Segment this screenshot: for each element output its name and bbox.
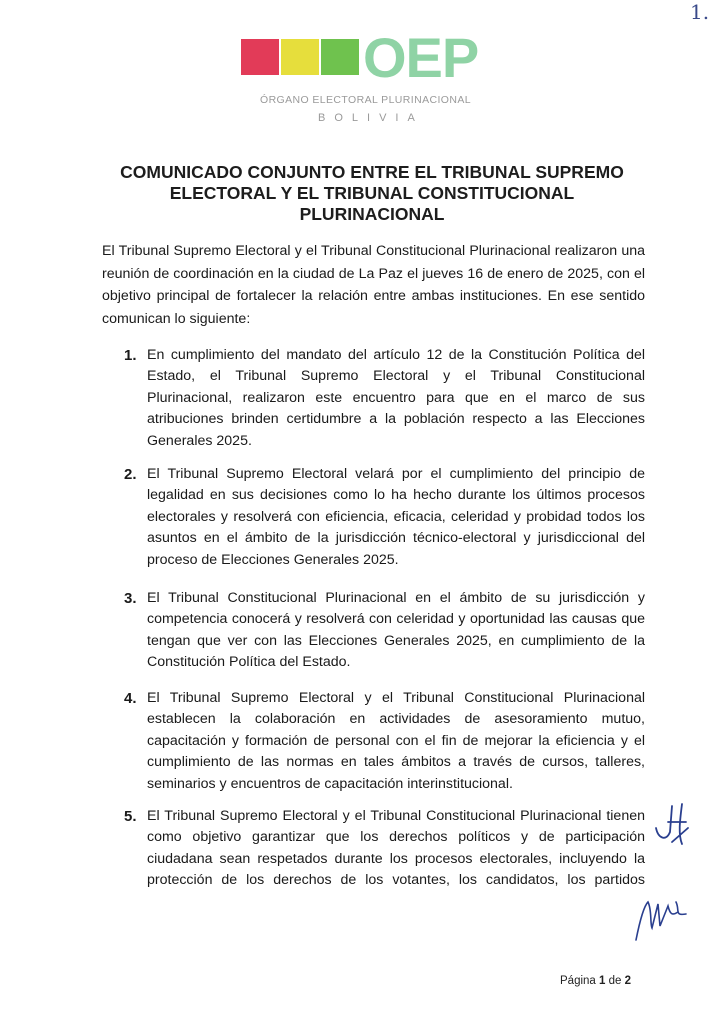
footer-prefix: Página — [560, 975, 596, 987]
logo-yellow-square — [281, 39, 319, 75]
list-item — [124, 345, 645, 452]
signature-initials-1 — [648, 798, 700, 850]
logo-country: BOLIVIA — [318, 112, 424, 124]
list-item — [124, 688, 645, 795]
item-number: 4. — [124, 690, 137, 707]
item-number: 2. — [124, 466, 137, 483]
list-item — [124, 588, 645, 674]
page-number — [560, 975, 631, 987]
item-number: 1. — [124, 347, 137, 364]
item-number: 3. — [124, 590, 137, 607]
document-title: COMUNICADO CONJUNTO ENTRE EL TRIBUNAL SUPREMO ELECTORAL Y EL TRIBUNAL CONSTITUCIONAL PLURINACIONAL — [120, 162, 624, 224]
oep-logo — [240, 26, 510, 128]
item-text: El Tribunal Supremo Electoral y el Tribunal Constitucional Plurinacional tienen como objetivo garantizar que los derechos políticos y de participación ciudadana sean respetados durante los procesos electorales, incluyendo la protección de los derechos de los votantes, los candidatos, los partidos — [147, 808, 645, 889]
handwritten-page-mark: 1. — [690, 0, 710, 24]
footer-middle: de — [608, 975, 622, 987]
list-item — [124, 464, 645, 571]
footer-current-page: 1 — [599, 975, 606, 987]
logo-subtitle: ÓRGANO ELECTORAL PLURINACIONAL — [260, 94, 471, 106]
item-text: El Tribunal Supremo Electoral y el Tribunal Constitucional Plurinacional establecen la colaboración en actividades de asesoramiento mutuo, capacitación y formación de personal con el fin de mejorar la eficiencia y el cumplimiento de las normas en tales ámbitos a través de cursos, talleres, seminarios y encuentros de capacitación interinstitucional. — [147, 690, 645, 792]
footer-total-pages: 2 — [624, 975, 632, 987]
logo-red-square — [241, 39, 279, 75]
signature-initials-2 — [630, 880, 692, 952]
item-text: El Tribunal Supremo Electoral velará por el cumplimiento del principio de legalidad en sus decisiones como lo ha hecho durante los últimos procesos electorales y resolverá con eficiencia, eficacia, celeridad y probidad todos los asuntos en el ámbito de la jurisdicción técnico-electoral y jurisdiccional del proceso de Elecciones Generales 2025. — [147, 466, 645, 568]
item-text: En cumplimiento del mandato del artículo 12 de la Constitución Política del Estado, el Tribunal Supremo Electoral y el Tribunal Constitucional Plurinacional, realizaron este encuentro para que en el marco de sus atribuciones brinden certidumbre a la población respecto a las Elecciones Generales 2025. — [147, 347, 645, 449]
list-item — [124, 806, 645, 892]
item-number: 5. — [124, 808, 137, 825]
item-text: El Tribunal Constitucional Plurinacional en el ámbito de su jurisdicción y competencia conocerá y resolverá con celeridad y oportunidad las causas que tengan que ver con las Elecciones Generales 2025, en cumplimiento de la Constitución Política del Estado. — [147, 590, 645, 671]
logo-wordmark: OEP — [363, 26, 479, 89]
logo-green-square — [321, 39, 359, 75]
intro-paragraph: El Tribunal Supremo Electoral y el Tribunal Constitucional Plurinacional realizaron una reunión de coordinación en la ciudad de La Paz el jueves 16 de enero de 2025, con el objetivo principal de fortalecer la relación entre ambas instituciones. En ese sentido comunican lo siguiente: — [102, 243, 645, 327]
